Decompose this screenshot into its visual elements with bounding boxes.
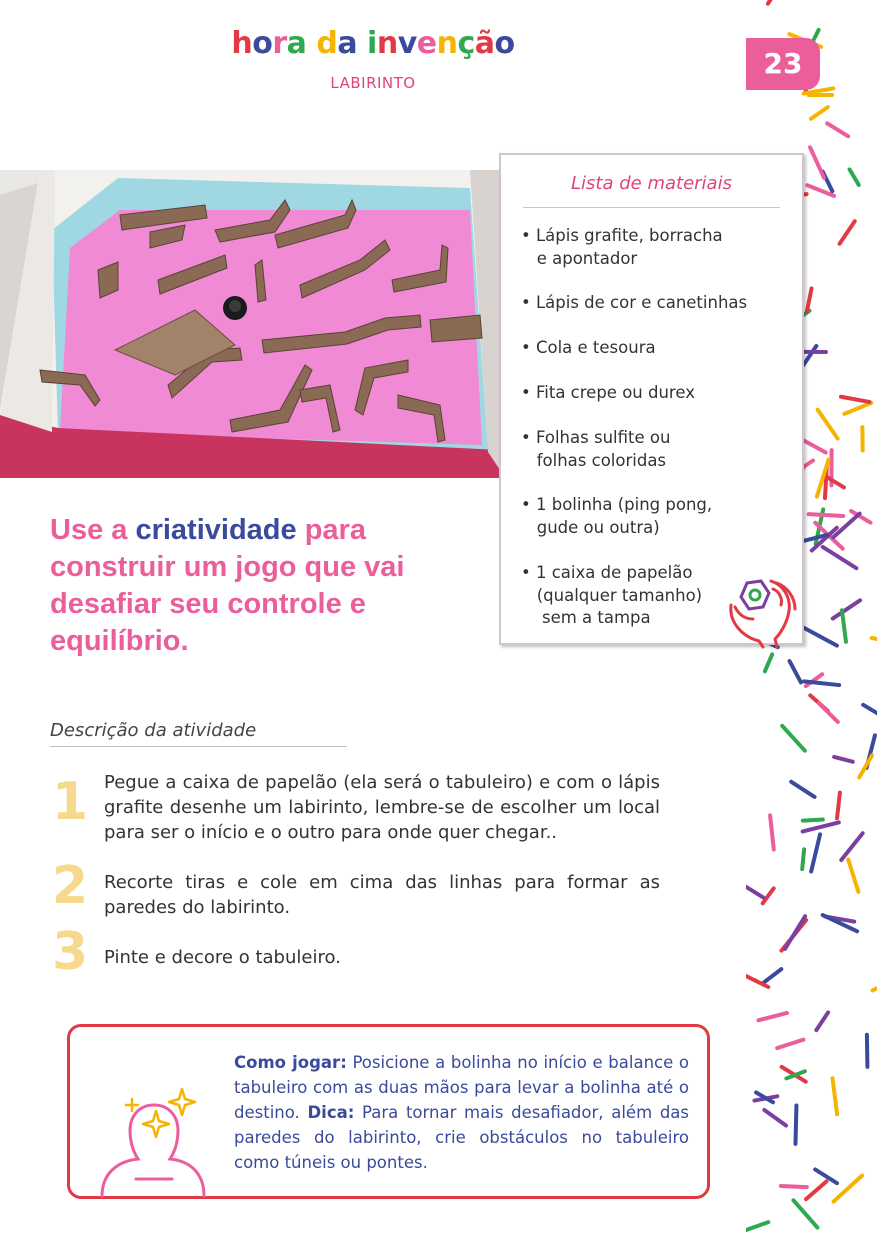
title-letter: ã xyxy=(474,26,495,61)
list-item: • Folhas sulfite ou folhas coloridas xyxy=(521,428,671,470)
sprinkle xyxy=(844,403,871,414)
tip-label-how-to-play: Como jogar: xyxy=(234,1053,347,1072)
sprinkle xyxy=(803,346,816,365)
divider xyxy=(523,207,780,208)
title-letter: ç xyxy=(457,26,475,61)
sprinkle xyxy=(770,815,774,849)
sprinkle xyxy=(837,793,840,819)
sprinkle xyxy=(764,1110,786,1126)
sprinkle xyxy=(834,1175,863,1201)
page-number: 23 xyxy=(746,38,820,90)
sprinkle xyxy=(842,610,846,642)
list-item: • Lápis de cor e canetinhas xyxy=(521,293,748,312)
list-item: • Lápis grafite, borracha e apontador xyxy=(521,226,723,268)
sprinkle xyxy=(768,0,790,4)
headline-part1: Use a xyxy=(50,514,136,546)
sprinkle xyxy=(810,147,824,178)
sprinkle xyxy=(803,822,839,831)
step-number: 1 xyxy=(52,772,89,832)
step-text: Pegue a caixa de papelão (ela será o tabuleiro) e com o lápis grafite desenhe um labirinto, lembre-se de escolher um local para ser o início e o outro para onde quer chegar.. xyxy=(104,772,660,843)
title-letter: a xyxy=(337,26,358,61)
maze-photo xyxy=(0,170,500,478)
sprinkle xyxy=(827,123,848,136)
materials-title: Lista de materiais xyxy=(571,173,732,194)
sprinkle xyxy=(804,628,837,646)
sprinkle xyxy=(802,849,804,869)
title-letter: n xyxy=(436,26,458,61)
sprinkle xyxy=(803,820,823,821)
sprinkle xyxy=(823,547,857,568)
sprinkle xyxy=(867,1035,868,1067)
sprinkle xyxy=(848,859,858,891)
headline xyxy=(50,512,490,660)
sprinkle xyxy=(795,1105,796,1143)
title-letter: o xyxy=(494,26,515,61)
sprinkle xyxy=(826,476,844,487)
step-number: 2 xyxy=(52,856,89,916)
sprinkle xyxy=(841,397,869,402)
title-letter xyxy=(357,26,367,61)
sprinkle xyxy=(840,221,855,244)
tip-label-hint: Dica: xyxy=(307,1103,355,1122)
headline-part2: para construir um jogo que vai desafiar seu controle e equilíbrio. xyxy=(50,514,405,657)
title-letter: v xyxy=(397,26,417,61)
description-title: Descrição da atividade xyxy=(50,720,257,741)
sprinkle xyxy=(747,1222,769,1230)
person-sparkle-icon xyxy=(94,1081,209,1205)
sprinkle xyxy=(746,877,764,898)
list-item: • 1 caixa de papelão (qualquer tamanho) sem a tampa xyxy=(521,563,703,627)
sprinkle xyxy=(785,916,805,949)
tip-body-1: Posicione a bolinha no início e balance o tabuleiro com as duas mãos para levar a bolinha até o destino. xyxy=(234,1053,690,1122)
tip-text xyxy=(234,1050,689,1175)
title-letter: d xyxy=(316,26,338,61)
sprinkle xyxy=(818,410,838,439)
title-letter: e xyxy=(416,26,437,61)
divider xyxy=(50,746,347,747)
title-letter: r xyxy=(272,26,287,61)
headline-accent: criatividade xyxy=(135,514,297,546)
step-number: 3 xyxy=(52,922,89,982)
sprinkle xyxy=(807,288,812,311)
sprinkle xyxy=(811,107,828,119)
title-letter: a xyxy=(286,26,307,61)
sprinkle xyxy=(872,638,877,644)
title-letter: i xyxy=(367,26,377,61)
materials-list-panel xyxy=(499,153,804,645)
step-text: Pinte e decore o tabuleiro. xyxy=(104,947,341,968)
page-subtitle: LABIRINTO xyxy=(330,74,416,92)
sprinkle xyxy=(833,1078,838,1114)
title-letter: n xyxy=(376,26,398,61)
sprinkle xyxy=(841,833,862,860)
sprinkle xyxy=(781,1186,807,1187)
sprinkle xyxy=(809,514,844,516)
sprinkle xyxy=(777,1040,803,1048)
sprinkle xyxy=(806,1181,826,1199)
sprinkle xyxy=(834,757,853,762)
sprinkle xyxy=(793,1200,817,1227)
how-to-play-panel xyxy=(67,1024,710,1199)
sprinkle xyxy=(816,1012,828,1030)
sprinkle xyxy=(811,834,820,871)
step-text: Recorte tiras e cole em cima das linhas para formar as paredes do labirinto. xyxy=(104,872,660,918)
sprinkle xyxy=(762,969,781,983)
title-letter: o xyxy=(252,26,273,61)
tip-body-2: Para tornar mais desafiador, além das paredes do labirinto, crie obstáculos no tabuleiro como túneis ou pontes. xyxy=(234,1103,690,1172)
list-item: • 1 bolinha (ping pong, gude ou outra) xyxy=(521,495,713,537)
sprinkle xyxy=(765,654,772,671)
page-title xyxy=(0,26,746,61)
sprinkle xyxy=(850,169,859,184)
sprinkle xyxy=(758,1013,786,1020)
sprinkle xyxy=(790,661,801,682)
sprinkle xyxy=(791,782,814,797)
list-item: • Fita crepe ou durex xyxy=(521,383,695,402)
sprinkle xyxy=(833,600,860,618)
sprinkle xyxy=(859,755,872,777)
sprinkle xyxy=(782,726,805,751)
hand-holding-nut-icon xyxy=(725,575,805,653)
title-letter: h xyxy=(231,26,253,61)
sprinkle xyxy=(819,703,838,722)
sprinkle xyxy=(873,981,877,991)
title-letter xyxy=(306,26,316,61)
list-item: • Cola e tesoura xyxy=(521,338,656,357)
sprinkle xyxy=(863,705,877,716)
